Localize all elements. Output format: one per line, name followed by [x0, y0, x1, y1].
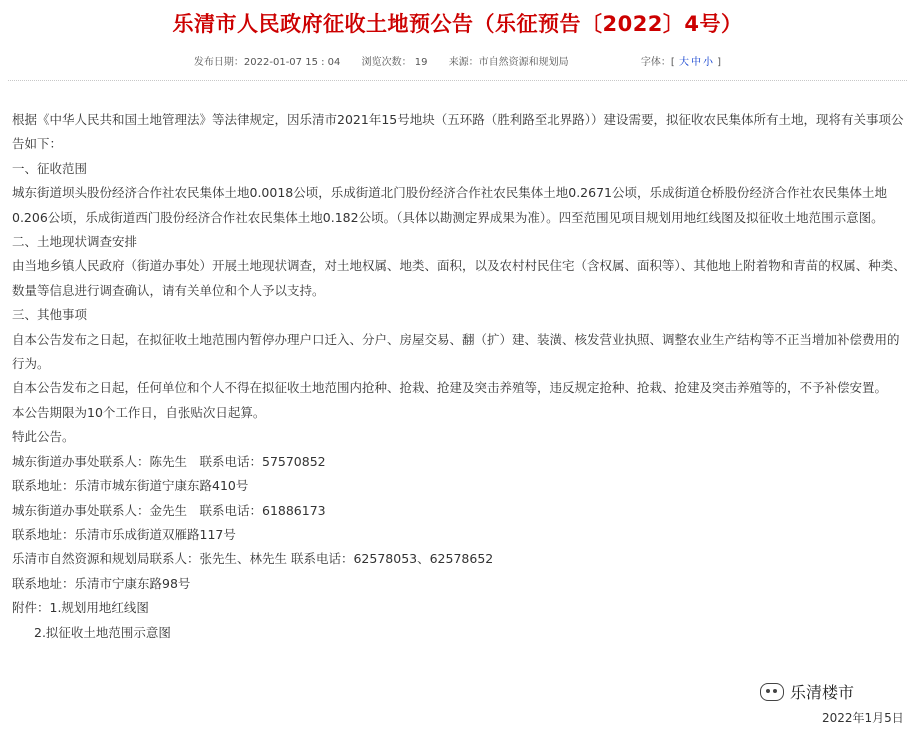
contact-1: 城东街道办事处联系人：陈先生 联系电话：57570852 [12, 453, 326, 469]
attachment-2: 2.拟征收土地范围示意图 [34, 624, 171, 640]
watermark-text: 乐清楼市 [790, 683, 855, 702]
wechat-icon [760, 683, 784, 701]
address-2: 联系地址：乐清市乐成街道双雁路117号 [12, 526, 236, 542]
contact-3: 乐清市自然资源和规划局联系人：张先生、林先生 联系电话：62578053、62578652 [12, 551, 494, 567]
section-1-body: 城东街道坝头股份经济合作社农民集体土地0.0018公顷，乐成街道北门股份经济合作社农民集体土地0.2671公顷，乐成街道仓桥股份经济合作社农民集体土地0.206公顷，乐成街道西门股份经济合作社农民集体土地0.182公顷。（具体以勘测定界成果为准）。四至范围见项目规划用地红线图及拟征收土地范围示意图。 [12, 185, 887, 225]
header-divider [8, 80, 907, 81]
font-size-label: 字体：[ [640, 57, 675, 68]
page-title: 乐清市人民政府征收土地预公告（乐征预告〔2022〕4号） [172, 12, 743, 36]
font-size-control [641, 57, 721, 68]
article-meta [0, 53, 915, 68]
publish-date: 发布日期：2022-01-07 15 : 04 [193, 57, 341, 68]
section-3-paragraph-1: 自本公告发布之日起，在拟征收土地范围内暂停办理户口迁入、分户、房屋交易、翻（扩）建、装潢、核发营业执照、调整农业生产结构等不正当增加补偿费用的行为。 [12, 331, 900, 372]
intro-paragraph: 根据《中华人民共和国土地管理法》等法律规定，因乐清市2021年15号地块（五环路（胜利路至北界路））建设需要，拟征收农民集体所有土地，现将有关事项公告如下： [12, 112, 904, 152]
attachment-1: 附件：1.规划用地红线图 [12, 600, 149, 616]
watermark [760, 680, 854, 703]
font-size-large-button[interactable]: 大 [678, 57, 689, 68]
font-size-medium-button[interactable]: 中 [690, 57, 701, 68]
address-1: 联系地址：乐清市城东街道宁康东路410号 [12, 478, 249, 494]
section-3-paragraph-3: 本公告期限为10个工作日，自张贴次日起算。 [12, 404, 266, 420]
section-3-paragraph-2: 自本公告发布之日起，任何单位和个人不得在拟征收土地范围内抢种、抢栽、抢建及突击养殖等，违反规定抢种、抢栽、抢建及突击养殖等的，不予补偿安置。 [12, 380, 888, 396]
view-count: 浏览次数： 19 [361, 57, 428, 68]
signature-date: 2022年1月5日 [822, 711, 904, 725]
section-1-title: 一、征收范围 [12, 160, 88, 176]
section-2-body: 由当地乡镇人民政府（街道办事处）开展土地现状调查，对土地权属、地类、面积，以及农村村民住宅（含权属、面积等）、其他地上附着物和青苗的权属、种类、数量等信息进行调查确认，请有关单位和个人予以支持。 [12, 258, 906, 298]
font-size-small-button[interactable]: 小 [702, 57, 713, 68]
contact-2: 城东街道办事处联系人：金先生 联系电话：61886173 [12, 502, 326, 518]
section-3-title: 三、其他事项 [12, 307, 88, 323]
notice-line: 特此公告。 [12, 429, 75, 445]
font-size-close: ] [717, 57, 722, 68]
address-3: 联系地址：乐清市宁康东路98号 [12, 575, 191, 591]
section-2-title: 二、土地现状调查安排 [12, 234, 138, 250]
source-label: 来源：市自然资源和规划局 [448, 57, 569, 68]
article-body [12, 108, 907, 645]
